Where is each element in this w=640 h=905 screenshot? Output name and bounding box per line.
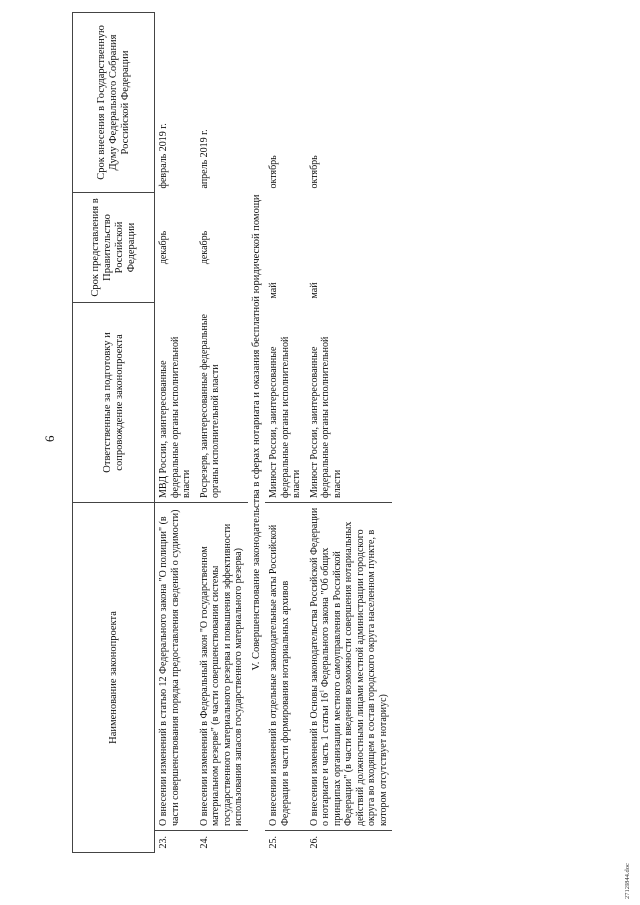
table-header-row: [73, 12, 155, 852]
row-name: О внесении изменений в Федеральный закон "О государственном материальном резерве" (в части совершенствования системы государственного материального резерва и повышения эффективности использования запасов государственного материального резерва): [196, 502, 248, 830]
header-responsible: Ответственные за подготовку и сопровождение законопроекта: [73, 302, 155, 502]
row-responsible: Росрезерв, заинтересованные федеральные органы исполнительной власти: [198, 314, 221, 498]
row-gov-deadline: декабрь: [158, 230, 169, 265]
header-name: Наименование законопроекта: [73, 502, 155, 852]
table-row: [265, 12, 306, 852]
row-name: О внесении изменений в отдельные законодательные акты Российской Федерации в части формирования нотариальных архивов: [265, 502, 306, 830]
row-number: 26.: [308, 836, 320, 849]
row-name: О внесении изменений в статью 12 Федерального закона "О полиции" (в части совершенствования порядка предоставления сведений о судимости): [155, 502, 196, 830]
header-duma-deadline: Срок внесения в Государственную Думу Федерального Собрания Российской Федерации: [73, 12, 155, 192]
page-number: 6: [42, 435, 57, 442]
row-number: 23.: [158, 836, 169, 849]
row-gov-deadline: май: [308, 282, 320, 299]
row-number: 24.: [198, 836, 210, 849]
row-responsible: МВД России, заинтересованные федеральные органы исполнительной власти: [158, 336, 192, 498]
row-gov-deadline: май: [268, 282, 279, 299]
section-heading: V. Совершенствование законодательства в сферах нотариата и оказания бесплатной юридической помощи: [250, 194, 262, 671]
row-name-part-b: Федерального закона "Об общих принципах организации местного самоуправления в Российской Федерации" (в части введения возможности совершения нотариальных действий должностными лицами местной администрации городского округа во входящем в состав городского округа населенном пункте, в котором отсутствует нотариус): [320, 521, 389, 826]
row-duma-deadline: апрель 2019 г.: [198, 129, 210, 189]
table-row: [196, 12, 248, 852]
row-duma-deadline: октябрь: [268, 155, 279, 189]
header-gov-deadline: Срок представления в Правительство Российской Федерации: [73, 192, 155, 302]
row-duma-deadline: февраль 2019 г.: [158, 123, 169, 189]
row-gov-deadline: декабрь: [198, 230, 210, 265]
section-heading-row: [248, 12, 266, 852]
row-name-part-a: О внесении изменений в Основы законодательства Российской Федерации о нотариате и часть 1 статьи 16: [308, 507, 331, 826]
row-responsible: Минюст России, заинтересованные федеральные органы исполнительной власти: [268, 336, 302, 498]
table-row: [155, 12, 196, 852]
row-duma-deadline: октябрь: [308, 155, 320, 189]
legislation-plan-table: [72, 12, 392, 853]
row-number: 25.: [268, 836, 279, 849]
document-id: 2712I844.doc: [624, 863, 631, 899]
row-name: [306, 502, 393, 830]
table-row: [306, 12, 393, 852]
row-responsible: Минюст России, заинтересованные федеральные органы исполнительной власти: [308, 336, 343, 498]
row-name-superscript: 1: [318, 689, 326, 693]
